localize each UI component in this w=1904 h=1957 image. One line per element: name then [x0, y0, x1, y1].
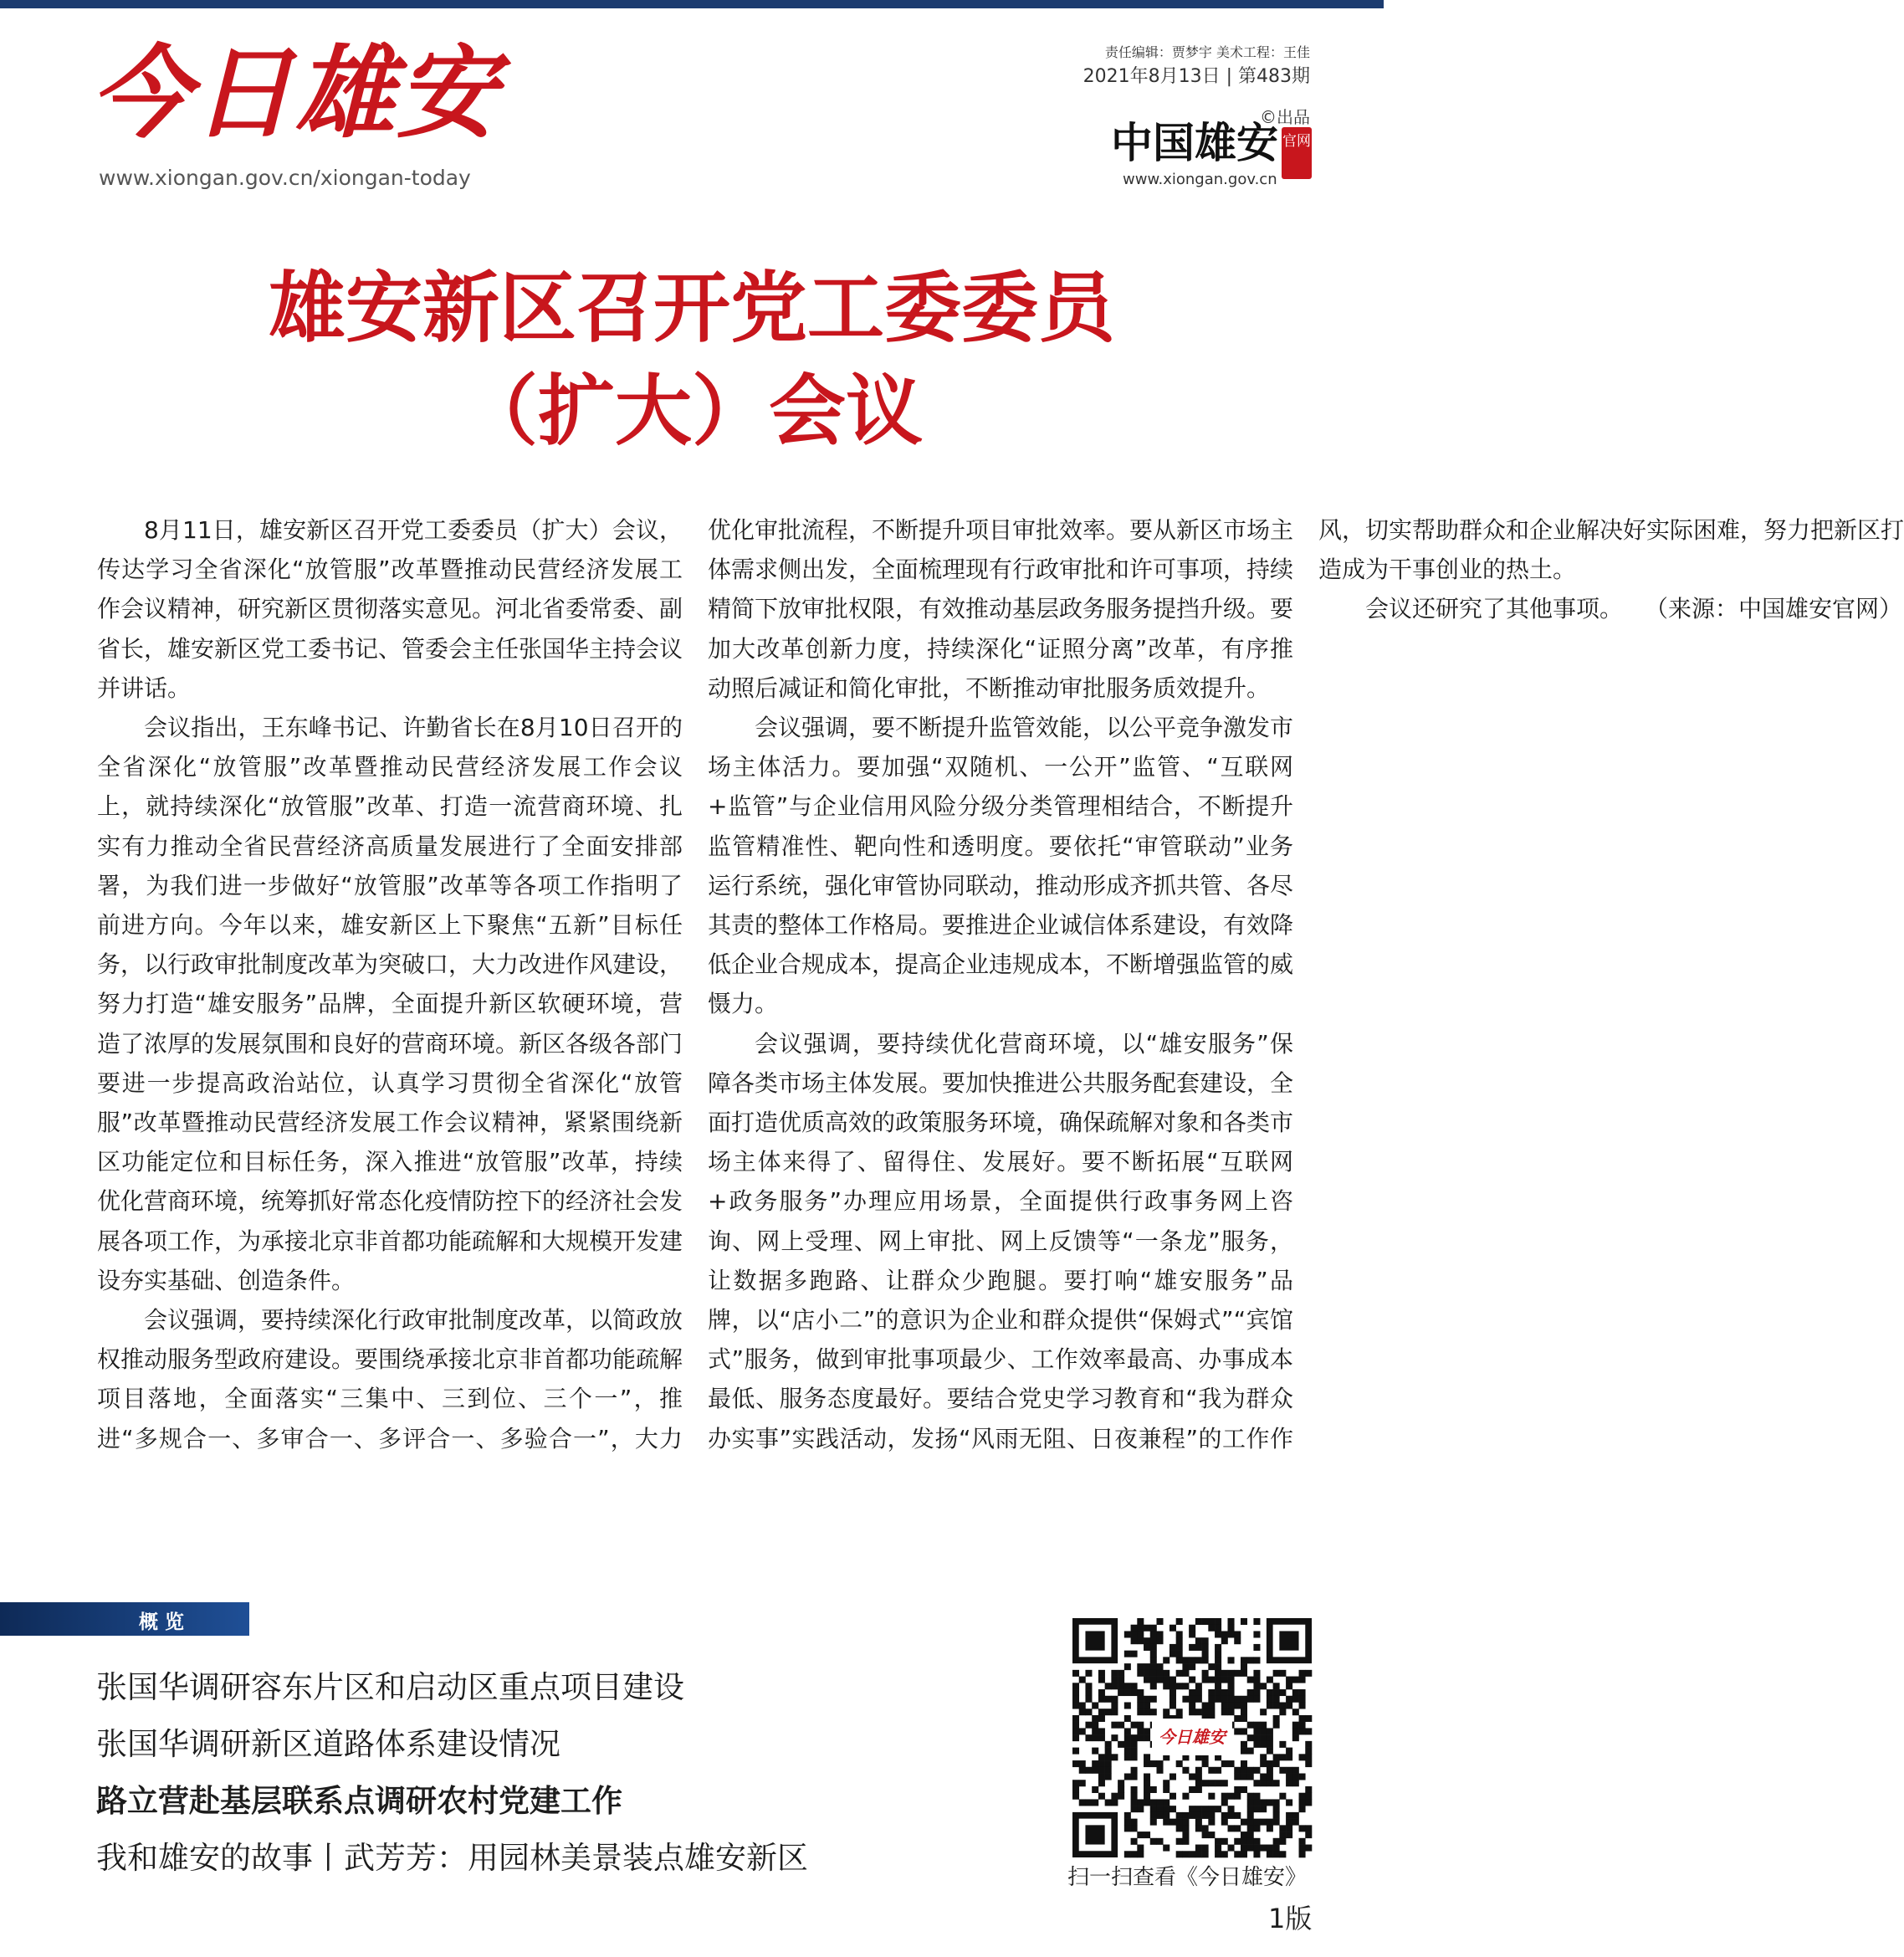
qr-code[interactable] — [1072, 1618, 1312, 1857]
closing-text: 会议还研究了其他事项。 — [1365, 595, 1624, 623]
publisher-note: ©出品 — [1260, 107, 1310, 127]
headline-line-2: （扩大）会议 — [460, 366, 923, 457]
publisher-logo: 中国雄安 — [1111, 118, 1278, 167]
headline-line-1: 雄安新区召开党工委委员 — [268, 263, 1115, 353]
article-paragraph: 会议指出，王东峰书记、许勤省长在8月10日召开的全省深化“放管服”改革暨推动民营经济发展工作会议上，就持续深化“放管服”改革、打造一流营商环境、扎实有力推动全省民营经济高质量发展进行了全面安排部署，为我们进一步做好“放管服”改革等各项工作指明了前进方向。今年以来，雄安新区上下聚焦“五新”目标任务，以行政审批制度改革为突破口，大力改进作风建设，努力打造“雄安服务”品牌，全面提升新区软硬环境，营造了浓厚的发展氛围和良好的营商环境。新区各级各部门要进一步提高政治站位，认真学习贯彻全省深化“放管服”改革暨推动民营经济发展工作会议精神，紧紧围绕新区功能定位和目标任务，深入推进“放管服”改革，持续优化营商环境，统筹抓好常态化疫情防控下的经济社会发展各项工作，为承接北京非首都功能疏解和大规模开发建设夯实基础、创造条件。 — [97, 714, 683, 1294]
issue-date: 2021年8月13日 | 第483期 — [1083, 66, 1310, 87]
publisher-url[interactable]: www.xiongan.gov.cn — [1123, 171, 1277, 188]
headline — [0, 263, 1384, 457]
article-paragraph: 会议强调，要持续优化营商环境，以“雄安服务”保障各类市场主体发展。要加快推进公共服务配套建设，全面打造优质高效的政策服务环境，确保疏解对象和各类市场主体来得了、留得住、发展好。要不断拓展“互联网+政务服务”办理应用场景，全面提供行政事务网上咨询、网上受理、网上审批、网上反馈等“一条龙”服务，让数据多跑路、让群众少跑腿。要打响“雄安服务”品牌，以“店小二”的意识为企业和群众提供“保姆式”“宾馆式”服务，做到审批事项最少、工作效率最高、办事成本最低、服务态度最好。要结合党史学习教育和“我为群众办实事”实践活动，发扬“风雨无阻、日夜兼程”的工作作风，切实帮助群众和企业解决好实际困难，努力把新区打造成为干事创业的热土。 — [708, 516, 1904, 1452]
editors-credit: 责任编辑：贾梦宇 美术工程：王佳 — [1104, 44, 1310, 60]
masthead-logo: 今日雄安 — [90, 34, 499, 152]
overview-item[interactable]: 张国华调研新区道路体系建设情况 — [96, 1726, 560, 1762]
article-paragraph: 会议强调，要不断提升监管效能，以公平竞争激发市场主体活力。要加强“双随机、一公开”监管、“互联网+监管”与企业信用风险分级分类管理相结合，不断提升监管精准性、靶向性和透明度。要依托“审管联动”业务运行系统，强化审管协同联动，推动形成齐抓共管、各尽其责的整体工作格局。要推进企业诚信体系建设，有效降低企业合规成本，提高企业违规成本，不断增强监管的威慑力。 — [708, 714, 1294, 1018]
masthead-url[interactable]: www.xiongan.gov.cn/xiongan-today — [99, 166, 471, 190]
article-body — [97, 510, 1904, 1498]
article-closing — [1318, 589, 1904, 628]
overview-item[interactable]: 我和雄安的故事丨武芳芳：用园林美景装点雄安新区 — [96, 1840, 808, 1876]
article-source: （来源：中国雄安官网） — [1656, 595, 1903, 623]
article-paragraph: 8月11日，雄安新区召开党工委委员（扩大）会议，传达学习全省深化“放管服”改革暨推动民营经济发展工作会议精神，研究新区贯彻落实意见。河北省委常委、副省长，雄安新区党工委书记、管委会主任张国华主持会议并讲话。 — [97, 516, 683, 702]
article-paragraph: 会议强调，要持续深化行政审批制度改革，以简政放权推动服务型政府建设。要围绕承接北京非首都功能疏解项目落地，全面落实“三集中、三到位、三个一”，推进“多规合一、多审合一、多评合一、多验合一”，大力优化审批流程，不断提升项目审批效率。要从新区市场主体需求侧出发，全面梳理现有行政审批和许可事项，持续精简下放审批权限，有效推动基层政务服务提挡升级。要加大改革创新力度，持续深化“证照分离”改革，有序推动照后减证和简化审批，不断推动审批服务质效提升。 — [97, 516, 1294, 1452]
overview-item[interactable]: 张国华调研容东片区和启动区重点项目建设 — [96, 1669, 684, 1705]
qr-caption: 扫一扫查看《今日雄安》 — [1067, 1865, 1308, 1890]
top-accent-bar — [0, 0, 1384, 8]
overview-tag-label: 概览 — [139, 1611, 191, 1633]
page-number: 1版 — [1268, 1903, 1313, 1934]
overview-item[interactable]: 路立营赴基层联系点调研农村党建工作 — [96, 1783, 622, 1819]
overview-tag — [0, 1602, 249, 1636]
qr-center-logo: 今日雄安 — [1152, 1719, 1232, 1755]
publisher-seal: 官网 — [1282, 127, 1312, 179]
overview-list — [96, 1659, 1016, 1887]
